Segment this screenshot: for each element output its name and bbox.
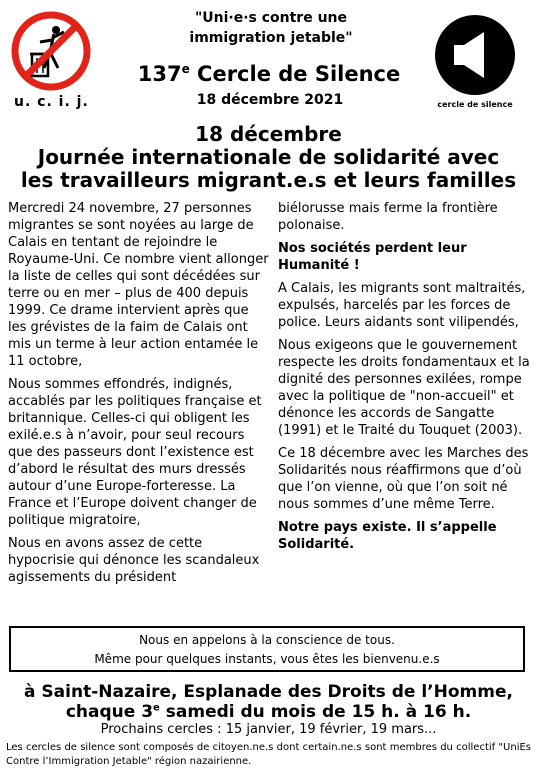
footer-note: Les cercles de silence sont composés de citoyen.ne.s dont certain.ne.s sont membres du collectif "UniEs Contre l’Immigration Jetable" région nazairienne.	[6, 742, 531, 767]
headline	[0, 146, 537, 192]
no-trash-person-icon	[10, 10, 92, 92]
cercle-de-silence-label: cercle de silence	[437, 100, 513, 109]
location-line-2	[0, 702, 537, 722]
right-column	[278, 200, 530, 559]
headline-line-1: Journée internationale de solidarité avec	[37, 145, 500, 169]
right-paragraph: A Calais, les migrants sont maltraités, expulsés, harcelés par les forces de police. Leurs aidants sont vilipendés,	[278, 281, 526, 330]
location	[0, 682, 537, 722]
right-paragraph-bold: Notre pays existe. Il s’appelle Solidarité.	[278, 520, 497, 552]
headline-line-2: les travailleurs migrant.e.s et leurs familles	[20, 168, 517, 192]
headline-date: 18 décembre	[195, 122, 342, 146]
title-prefix: 137	[137, 62, 182, 86]
speaker-icon	[434, 14, 516, 96]
right-paragraph: Ce 18 décembre avec les Marches des Solidarités nous réaffirmons que d’où que l’on vienne, où que l’on soit né nous sommes d’une même Terre.	[278, 446, 529, 512]
location-sup: e	[153, 702, 160, 714]
page-title	[134, 62, 404, 86]
header-date: 18 décembre 2021	[196, 92, 344, 108]
left-paragraph: Nous sommes effondrés, indignés, accablés par les politiques française et britannique. Celles-ci qui obligent les exilé.e.s à n’avoir, pour seul recours que des passeurs dont l’existence est d’abord le résultat des murs dressés autour d’une Europe-forteresse. La France et l’Europe doivent changer de politique migratoire,	[8, 377, 262, 528]
location-suffix: samedi du mois de 15 h. à 16 h.	[159, 702, 472, 722]
callout-line-1: Nous en appelons à la conscience de tous.	[139, 633, 395, 647]
right-paragraph-bold: Nos sociétés perdent leur Humanité !	[278, 241, 467, 273]
header-quote	[186, 8, 356, 48]
ucij-label: u. c. i. j.	[14, 94, 89, 110]
title-suffix: Cercle de Silence	[189, 62, 401, 86]
location-prefix: chaque 3	[65, 702, 154, 722]
left-column	[8, 200, 270, 592]
callout-line-2: Même pour quelques instants, vous êtes les bienvenu.e.s	[94, 652, 440, 666]
left-paragraph: Nous en avons assez de cette hypocrisie qui dénonce les scandaleux agissements du président	[8, 536, 260, 585]
quote-line-2: immigration jetable"	[189, 30, 353, 46]
right-paragraph: biélorusse mais ferme la frontière polonaise.	[278, 201, 498, 233]
callout-box	[9, 626, 525, 672]
location-line-1: à Saint-Nazaire, Esplanade des Droits de l’Homme,	[24, 682, 513, 702]
left-paragraph: Mercredi 24 novembre, 27 personnes migrantes se sont noyées au large de Calais en tentant de rejoindre le Royaume-Uni. Ce nombre vient allonger la liste de celles qui sont décédées sur terre ou en mer – plus de 400 depuis 1999. Ce drame intervient après que les grévistes de la faim de Calais ont mis un terme à leur action entamée le 11 octobre,	[8, 201, 269, 369]
quote-line-1: "Uni·e·s contre une	[194, 10, 348, 26]
next-circles: Prochains cercles : 15 janvier, 19 février, 19 mars...	[100, 722, 437, 737]
right-paragraph: Nous exigeons que le gouvernement respecte les droits fondamentaux et la dignité des personnes exilées, rompe avec la politique de "non-accueil" et dénonce les accords de Sangatte (1991) et le Traité du Touquet (2003).	[278, 338, 530, 438]
title-sup: e	[181, 62, 190, 76]
